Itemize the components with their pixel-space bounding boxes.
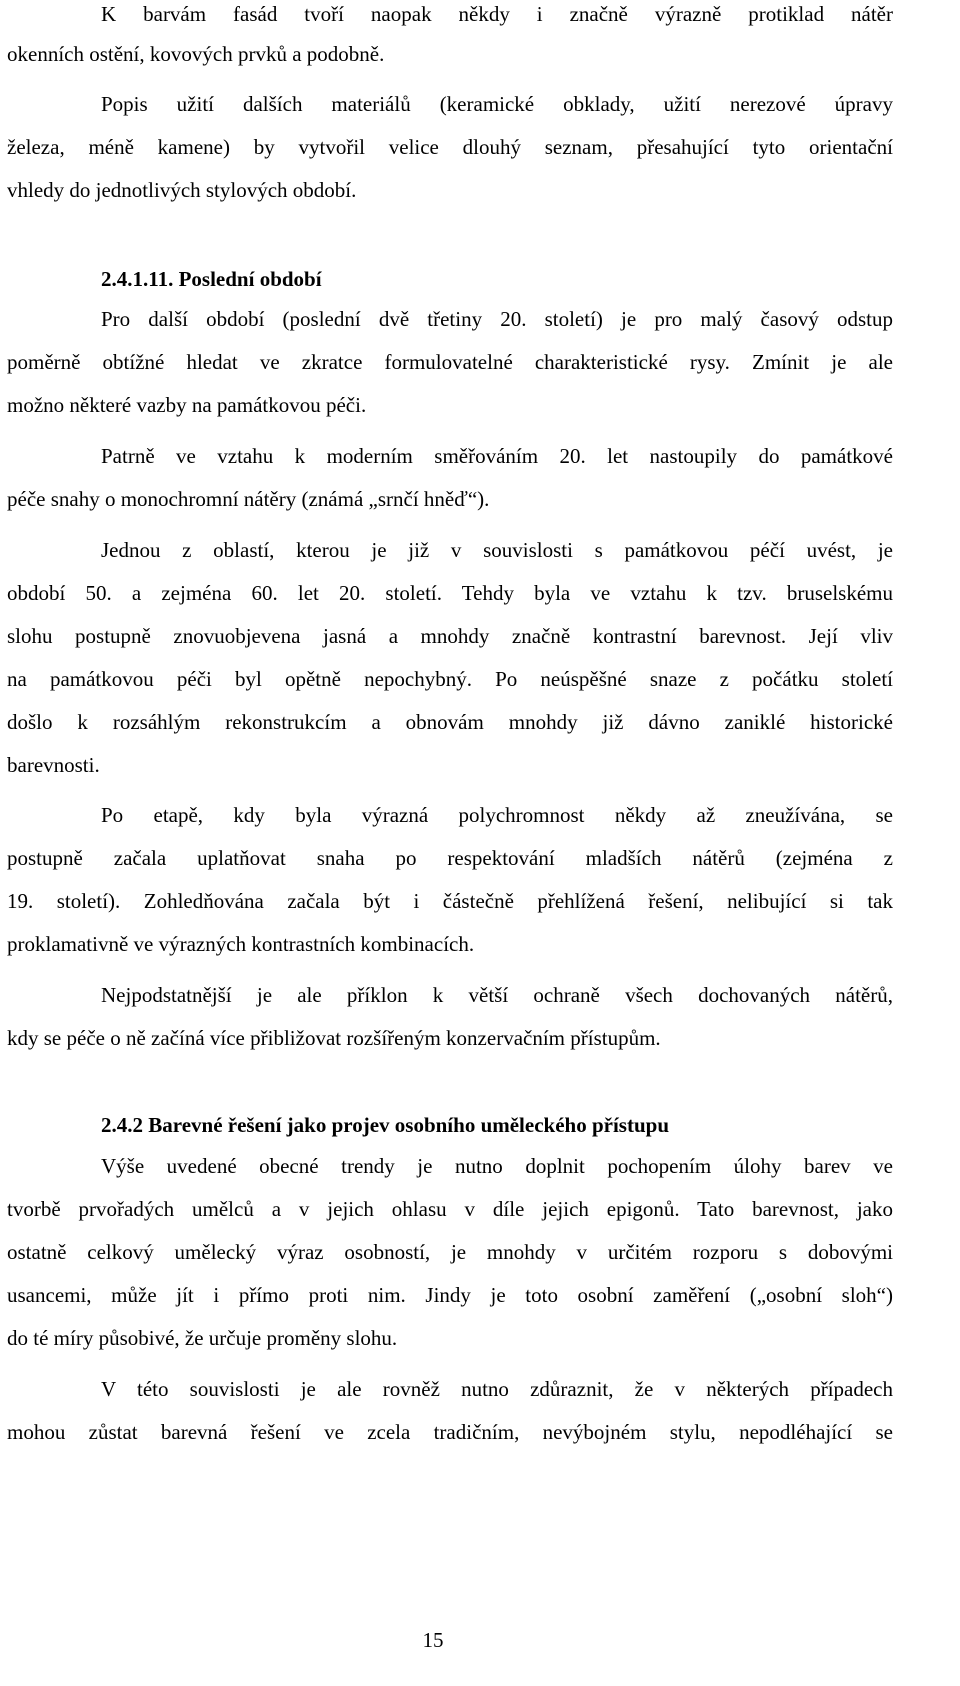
- section-heading: 2.4.1.11. Poslední období: [101, 267, 322, 291]
- paragraph-line: Po etapě, kdy byla výrazná polychromnost někdy až zneužívána, se: [101, 803, 893, 827]
- paragraph-line: postupně začala uplatňovat snaha po respektování mladších nátěrů (zejména z: [7, 846, 893, 870]
- page-number: 15: [422, 1628, 444, 1652]
- paragraph-line: Jednou z oblastí, kterou je již v souvislosti s památkovou péčí uvést, je: [101, 538, 893, 562]
- paragraph-line: období 50. a zejména 60. let 20. století. Tehdy byla ve vztahu k tzv. bruselskému: [7, 581, 893, 605]
- paragraph-line: péče snahy o monochromní nátěry (známá „srnčí hněď“).: [7, 487, 490, 511]
- paragraph-line: slohu postupně znovuobjevena jasná a mnohdy značně kontrastní barevnost. Její vliv: [7, 624, 893, 648]
- paragraph-line: 19. století). Zohledňována začala být i částečně přehlížená řešení, nelibující si tak: [7, 889, 893, 913]
- paragraph-line: kdy se péče o ně začíná více přibližovat rozšířeným konzervačním přístupům.: [7, 1026, 661, 1050]
- paragraph-line: Výše uvedené obecné trendy je nutno doplnit pochopením úlohy barev ve: [101, 1154, 893, 1178]
- paragraph-line: došlo k rozsáhlým rekonstrukcím a obnovám mnohdy již dávno zaniklé historické: [7, 710, 893, 734]
- paragraph-line: proklamativně ve výrazných kontrastních kombinacích.: [7, 932, 475, 956]
- paragraph-line: možno některé vazby na památkovou péči.: [7, 393, 367, 417]
- section-heading: 2.4.2 Barevné řešení jako projev osobního uměleckého přístupu: [101, 1113, 670, 1137]
- paragraph-line: poměrně obtížné hledat ve zkratce formulovatelné charakteristické rysy. Zmínit je ale: [7, 350, 893, 374]
- paragraph-line: Pro další období (poslední dvě třetiny 20. století) je pro malý časový odstup: [101, 307, 893, 331]
- paragraph-line: K barvám fasád tvoří naopak někdy i značně výrazně protiklad nátěr: [101, 2, 893, 26]
- paragraph-line: do té míry působivé, že určuje proměny slohu.: [7, 1326, 398, 1350]
- paragraph-line: barevnosti.: [7, 753, 100, 777]
- paragraph-line: tvorbě prvořadých umělců a v jejich ohlasu v díle jejich epigonů. Tato barevnost, jako: [7, 1197, 893, 1221]
- paragraph-line: na památkovou péči byl opětně nepochybný. Po neúspěšné snaze z počátku století: [7, 667, 893, 691]
- paragraph-line: vhledy do jednotlivých stylových období.: [7, 178, 357, 202]
- paragraph-line: Popis užití dalších materiálů (keramické obklady, užití nerezové úpravy: [101, 92, 893, 116]
- paragraph-line: Nejpodstatnější je ale příklon k větší ochraně všech dochovaných nátěrů,: [101, 983, 893, 1007]
- paragraph-line: okenních ostění, kovových prvků a podobně.: [7, 42, 385, 66]
- paragraph-line: V této souvislosti je ale rovněž nutno zdůraznit, že v některých případech: [101, 1377, 893, 1401]
- paragraph-line: železa, méně kamene) by vytvořil velice dlouhý seznam, přesahující tyto orientační: [7, 135, 893, 159]
- paragraph-line: ostatně celkový umělecký výraz osobností, je mnohdy v určitém rozporu s dobovými: [7, 1240, 893, 1264]
- paragraph-line: usancemi, může jít i přímo proti nim. Jindy je toto osobní zaměření („osobní sloh“): [7, 1283, 893, 1307]
- paragraph-line: Patrně ve vztahu k moderním směřováním 20. let nastoupily do památkové: [101, 444, 893, 468]
- paragraph-line: mohou zůstat barevná řešení ve zcela tradičním, nevýbojném stylu, nepodléhající se: [7, 1420, 893, 1444]
